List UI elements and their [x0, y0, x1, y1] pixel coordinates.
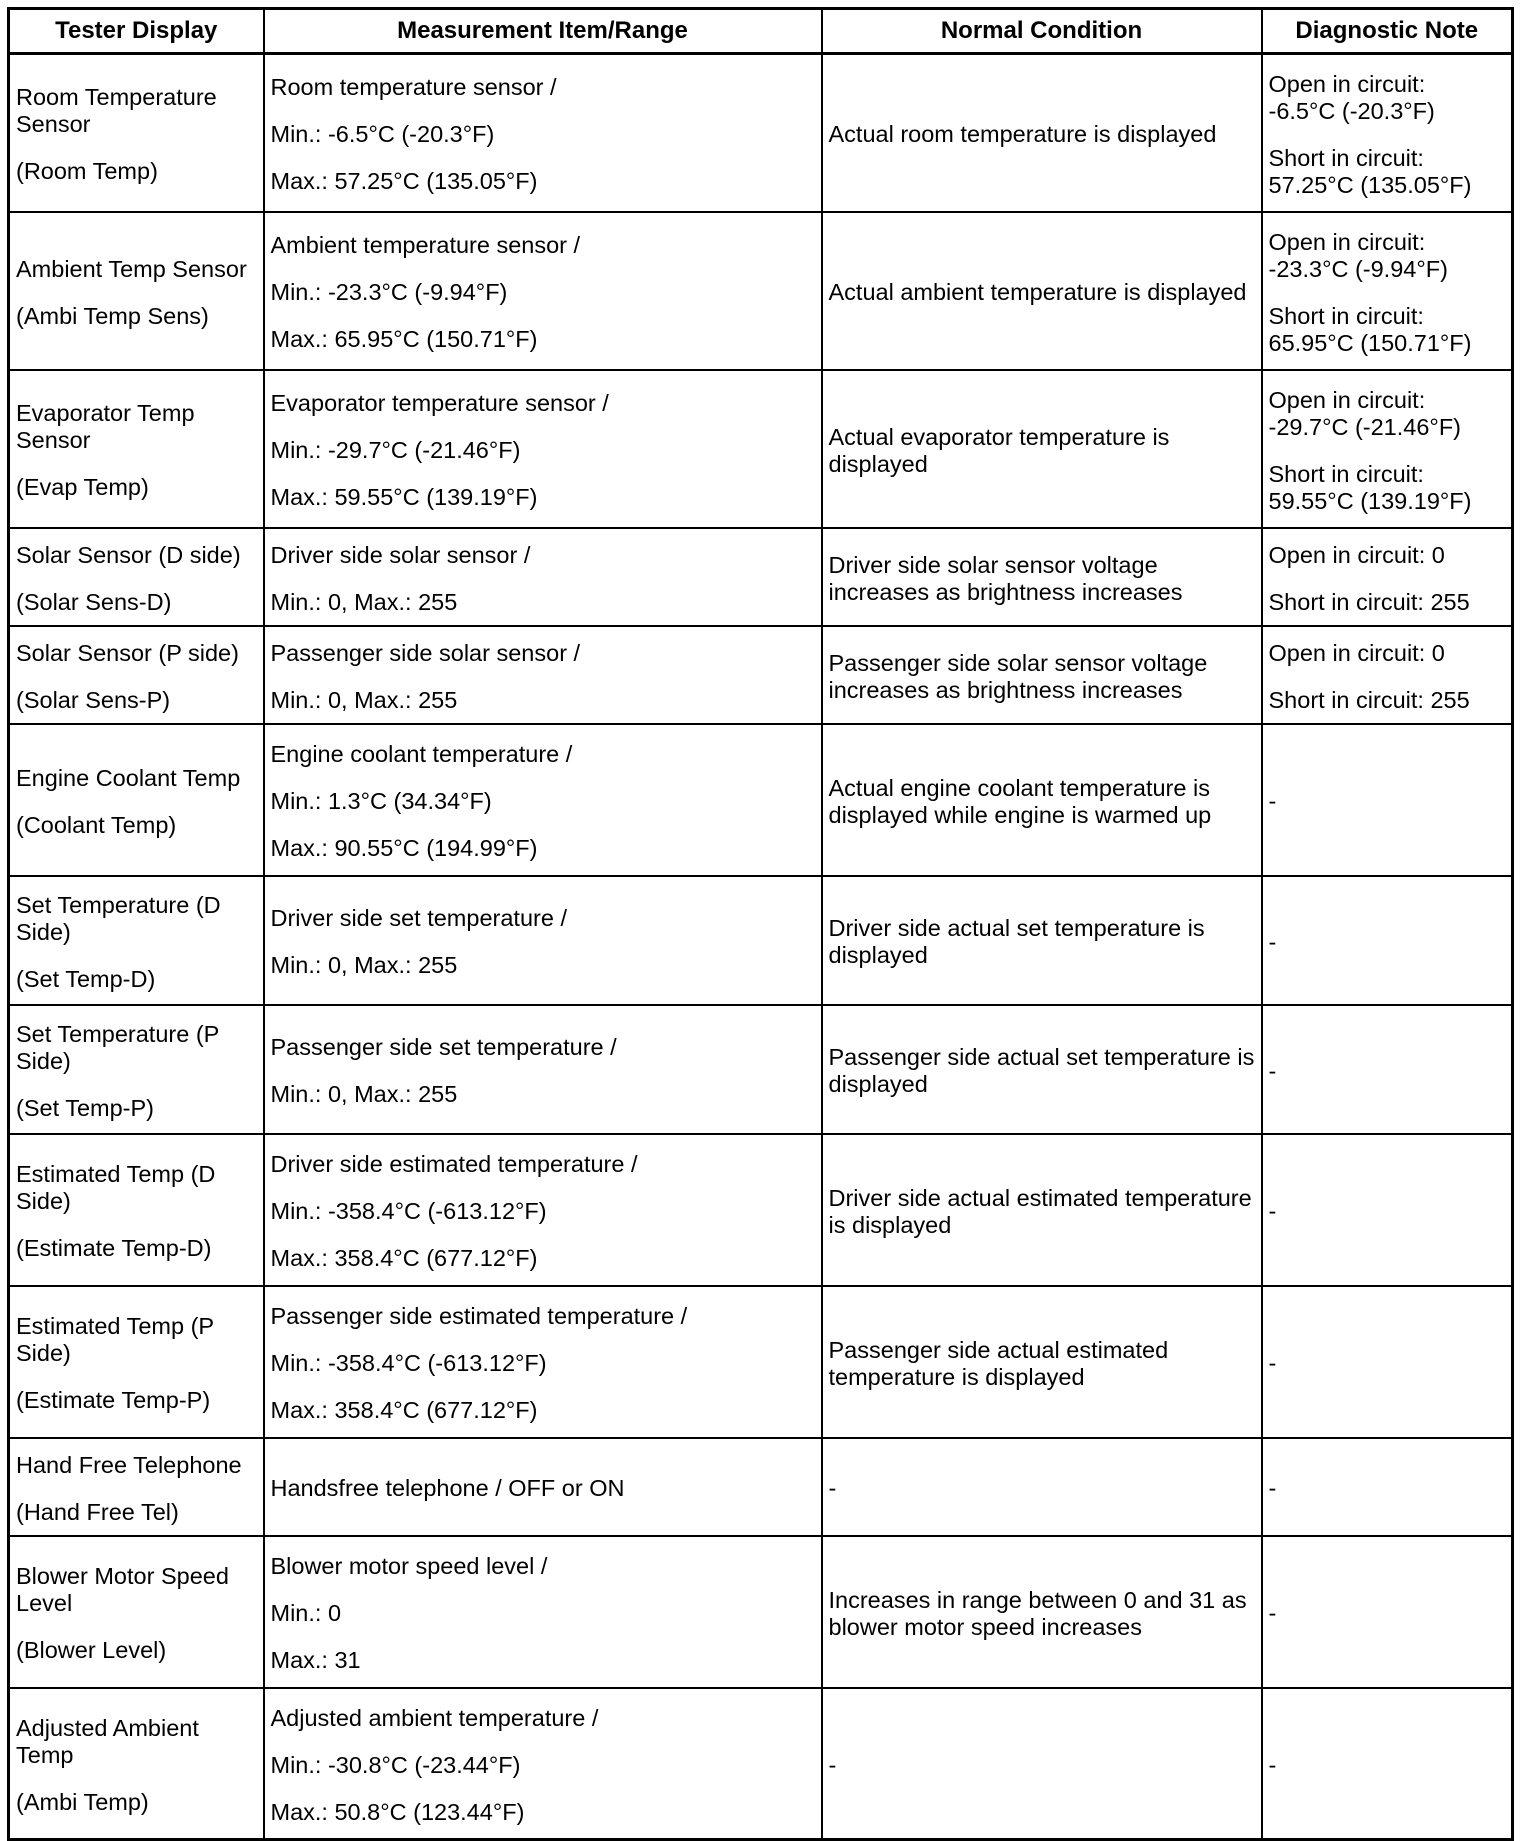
tester-display-cell	[9, 876, 264, 1005]
measurement-line: Max.: 57.25°C (135.05°F)	[270, 168, 538, 195]
measurement-line: Min.: 0, Max.: 255	[270, 686, 458, 713]
measurement-cell	[264, 1286, 822, 1438]
normal-condition-cell	[822, 1005, 1262, 1134]
measurement-line: Max.: 358.4°C (677.12°F)	[270, 1397, 538, 1423]
diagnostic-note-line: Open in circuit:	[1268, 228, 1426, 255]
diagnostic-note-cell	[1262, 1688, 1513, 1840]
normal-condition-text: Actual ambient temperature is displayed	[828, 279, 1247, 305]
tester-display-name: Engine Coolant Temp	[16, 764, 241, 791]
table-row	[9, 1688, 1513, 1840]
tester-display-abbrev: (Estimate Temp-P)	[16, 1387, 211, 1413]
tester-display-name: Evaporator Temp Sensor	[16, 400, 195, 453]
normal-condition-text: Passenger side actual estimated temperature is displayed	[828, 1336, 1169, 1390]
table-row	[9, 212, 1513, 370]
diagnostic-note-line: 57.25°C (135.05°F)	[1268, 171, 1472, 198]
normal-condition-cell	[822, 370, 1262, 528]
normal-condition-text: Actual engine coolant temperature is displayed while engine is warmed up	[828, 774, 1212, 828]
measurement-cell	[264, 528, 822, 626]
normal-condition-text: Actual room temperature is displayed	[828, 121, 1217, 148]
tester-display-abbrev: (Ambi Temp)	[16, 1788, 149, 1815]
diagnostic-note-cell	[1262, 370, 1513, 528]
normal-condition-cell	[822, 212, 1262, 370]
table-row	[9, 626, 1513, 724]
tester-display-cell	[9, 54, 264, 212]
normal-condition-text: Passenger side actual set temperature is displayed	[828, 1044, 1255, 1097]
measurement-cell	[264, 370, 822, 528]
measurement-line: Min.: 0, Max.: 255	[270, 952, 458, 978]
table-row	[9, 1286, 1513, 1438]
tester-display-abbrev: (Ambi Temp Sens)	[16, 302, 209, 329]
tester-display-name: Hand Free Telephone	[16, 1451, 242, 1478]
measurement-cell	[264, 1438, 822, 1536]
tester-display-name: Estimated Temp (D Side)	[16, 1161, 216, 1214]
tester-display-cell	[9, 1005, 264, 1134]
tester-display-name: Solar Sensor (P side)	[16, 639, 239, 666]
table-row	[9, 1005, 1513, 1134]
diagnostic-note-line: Open in circuit: 0	[1268, 639, 1445, 666]
diagnostic-note-line: -	[1268, 1751, 1277, 1778]
measurement-line: Driver side set temperature /	[270, 905, 567, 931]
diagnostic-note-line: -	[1268, 1475, 1277, 1501]
tester-display-name: Blower Motor Speed Level	[16, 1563, 229, 1616]
measurement-line: Engine coolant temperature /	[270, 741, 573, 767]
measurement-cell	[264, 876, 822, 1005]
tester-display-name: Set Temperature (D Side)	[16, 891, 221, 945]
diagnostic-note-cell	[1262, 528, 1513, 626]
diagnostic-note-line: -23.3°C (-9.94°F)	[1268, 255, 1448, 282]
measurement-cell	[264, 1688, 822, 1840]
tester-display-abbrev: (Hand Free Tel)	[16, 1498, 179, 1525]
table-row	[9, 54, 1513, 212]
diagnostic-note-cell	[1262, 626, 1513, 724]
table-header-row	[9, 9, 1513, 54]
measurement-line: Room temperature sensor /	[270, 74, 557, 101]
measurement-line: Min.: -30.8°C (-23.44°F)	[270, 1751, 521, 1778]
measurement-cell	[264, 1536, 822, 1688]
tester-display-abbrev: (Blower Level)	[16, 1637, 167, 1663]
measurement-cell	[264, 212, 822, 370]
measurement-line: Passenger side solar sensor /	[270, 639, 581, 666]
tester-display-cell	[9, 528, 264, 626]
diagnostic-note-line: Open in circuit:	[1268, 386, 1426, 413]
measurement-line: Passenger side set temperature /	[270, 1034, 617, 1060]
tester-display-cell	[9, 1286, 264, 1438]
measurement-line: Passenger side estimated temperature /	[270, 1303, 688, 1329]
tester-display-abbrev: (Solar Sens-D)	[16, 588, 172, 615]
normal-condition-cell	[822, 724, 1262, 876]
diagnostic-note-cell	[1262, 1134, 1513, 1286]
diagnostic-note-cell	[1262, 876, 1513, 1005]
header-normal-condition: Normal Condition	[822, 9, 1262, 54]
tester-display-abbrev: (Set Temp-P)	[16, 1094, 154, 1121]
tester-display-cell	[9, 370, 264, 528]
normal-condition-text: -	[828, 1475, 837, 1501]
normal-condition-text: Increases in range between 0 and 31 as blower motor speed increases	[828, 1586, 1247, 1640]
measurement-line: Driver side estimated temperature /	[270, 1151, 638, 1177]
table-row	[9, 1536, 1513, 1688]
measurement-line: Max.: 50.8°C (123.44°F)	[270, 1798, 525, 1825]
measurement-line: Max.: 59.55°C (139.19°F)	[270, 484, 538, 510]
header-measurement-item: Measurement Item/Range	[264, 9, 822, 54]
normal-condition-cell	[822, 1438, 1262, 1536]
measurement-line: Min.: -6.5°C (-20.3°F)	[270, 121, 495, 148]
table-row	[9, 370, 1513, 528]
tester-display-name: Ambient Temp Sensor	[16, 255, 247, 282]
diagnostic-note-line: -	[1268, 1350, 1277, 1376]
diagnostic-note-line: 65.95°C (150.71°F)	[1268, 329, 1472, 356]
tester-display-abbrev: (Set Temp-D)	[16, 965, 156, 992]
tester-display-cell	[9, 212, 264, 370]
tester-display-cell	[9, 1134, 264, 1286]
measurement-line: Min.: 0	[270, 1600, 342, 1626]
diagnostic-note-cell	[1262, 1286, 1513, 1438]
normal-condition-text: Driver side actual set temperature is displayed	[828, 915, 1205, 968]
measurement-cell	[264, 54, 822, 212]
header-tester-display: Tester Display	[9, 9, 264, 54]
diagnostic-note-cell	[1262, 1005, 1513, 1134]
diagnostic-note-line: -	[1268, 928, 1277, 955]
diagnostic-note-line: -	[1268, 1600, 1277, 1626]
tester-display-abbrev: (Coolant Temp)	[16, 811, 177, 838]
tester-display-name: Adjusted Ambient Temp	[16, 1714, 199, 1768]
normal-condition-text: Passenger side solar sensor voltage increases as brightness increases	[828, 649, 1208, 703]
diagnostic-note-line: Short in circuit: 255	[1268, 686, 1470, 713]
table-row	[9, 1438, 1513, 1536]
tester-display-name: Room Temperature Sensor	[16, 84, 217, 138]
normal-condition-text: Driver side solar sensor voltage increases as brightness increases	[828, 551, 1183, 605]
measurement-line: Ambient temperature sensor /	[270, 232, 581, 258]
measurement-cell	[264, 626, 822, 724]
diagnostic-note-cell	[1262, 54, 1513, 212]
diagnostic-note-cell	[1262, 1536, 1513, 1688]
diagnostic-note-line: Short in circuit:	[1268, 302, 1424, 329]
measurement-line: Handsfree telephone / OFF or ON	[270, 1475, 625, 1501]
diagnostic-note-line: -29.7°C (-21.46°F)	[1268, 413, 1461, 440]
tester-display-name: Solar Sensor (D side)	[16, 541, 241, 568]
measurement-line: Min.: 0, Max.: 255	[270, 588, 458, 615]
table-row	[9, 724, 1513, 876]
normal-condition-cell	[822, 1134, 1262, 1286]
diagnostic-note-line: -	[1268, 1057, 1277, 1084]
diagnostic-note-line: -	[1268, 788, 1277, 814]
diagnostic-note-line: -	[1268, 1198, 1277, 1224]
normal-condition-text: -	[828, 1751, 837, 1778]
table-row	[9, 876, 1513, 1005]
measurement-line: Min.: 1.3°C (34.34°F)	[270, 788, 492, 814]
tester-display-abbrev: (Room Temp)	[16, 158, 158, 185]
measurement-cell	[264, 1005, 822, 1134]
normal-condition-cell	[822, 1688, 1262, 1840]
tester-display-abbrev: (Evap Temp)	[16, 474, 149, 500]
measurement-line: Evaporator temperature sensor /	[270, 390, 609, 416]
measurement-line: Max.: 65.95°C (150.71°F)	[270, 326, 538, 352]
diagnostic-note-cell	[1262, 724, 1513, 876]
normal-condition-cell	[822, 1536, 1262, 1688]
measurement-line: Adjusted ambient temperature /	[270, 1704, 599, 1731]
tester-display-cell	[9, 626, 264, 724]
measurement-cell	[264, 724, 822, 876]
diagnostic-note-line: Short in circuit:	[1268, 144, 1424, 171]
normal-condition-text: Driver side actual estimated temperature is displayed	[828, 1184, 1252, 1238]
diagnostic-note-line: Short in circuit:	[1268, 460, 1424, 487]
measurement-line: Min.: -23.3°C (-9.94°F)	[270, 279, 508, 305]
tester-display-cell	[9, 724, 264, 876]
tester-display-abbrev: (Solar Sens-P)	[16, 686, 171, 713]
normal-condition-cell	[822, 876, 1262, 1005]
normal-condition-cell	[822, 54, 1262, 212]
table-row	[9, 528, 1513, 626]
normal-condition-text: Actual evaporator temperature is displayed	[828, 423, 1170, 477]
diagnostic-note-cell	[1262, 212, 1513, 370]
diagnostic-note-cell	[1262, 1438, 1513, 1536]
diagnostic-note-line: Short in circuit: 255	[1268, 588, 1470, 615]
document-page	[7, 7, 1511, 1841]
diagnostic-data-table	[7, 7, 1514, 1841]
measurement-cell	[264, 1134, 822, 1286]
normal-condition-cell	[822, 626, 1262, 724]
measurement-line: Max.: 31	[270, 1647, 361, 1673]
measurement-line: Blower motor speed level /	[270, 1553, 548, 1579]
measurement-line: Min.: -29.7°C (-21.46°F)	[270, 437, 521, 463]
header-diagnostic-note: Diagnostic Note	[1262, 9, 1513, 54]
tester-display-cell	[9, 1688, 264, 1840]
diagnostic-note-line: Open in circuit: 0	[1268, 541, 1445, 568]
diagnostic-note-line: -6.5°C (-20.3°F)	[1268, 97, 1435, 124]
measurement-line: Driver side solar sensor /	[270, 541, 531, 568]
normal-condition-cell	[822, 528, 1262, 626]
normal-condition-cell	[822, 1286, 1262, 1438]
measurement-line: Min.: -358.4°C (-613.12°F)	[270, 1350, 547, 1376]
tester-display-abbrev: (Estimate Temp-D)	[16, 1235, 212, 1261]
diagnostic-note-line: Open in circuit:	[1268, 70, 1426, 97]
measurement-line: Max.: 358.4°C (677.12°F)	[270, 1245, 538, 1271]
diagnostic-note-line: 59.55°C (139.19°F)	[1268, 487, 1472, 514]
table-row	[9, 1134, 1513, 1286]
tester-display-cell	[9, 1438, 264, 1536]
tester-display-cell	[9, 1536, 264, 1688]
measurement-line: Min.: -358.4°C (-613.12°F)	[270, 1198, 547, 1224]
tester-display-name: Estimated Temp (P Side)	[16, 1313, 214, 1366]
tester-display-name: Set Temperature (P Side)	[16, 1020, 219, 1074]
measurement-line: Max.: 90.55°C (194.99°F)	[270, 835, 538, 861]
measurement-line: Min.: 0, Max.: 255	[270, 1081, 458, 1107]
